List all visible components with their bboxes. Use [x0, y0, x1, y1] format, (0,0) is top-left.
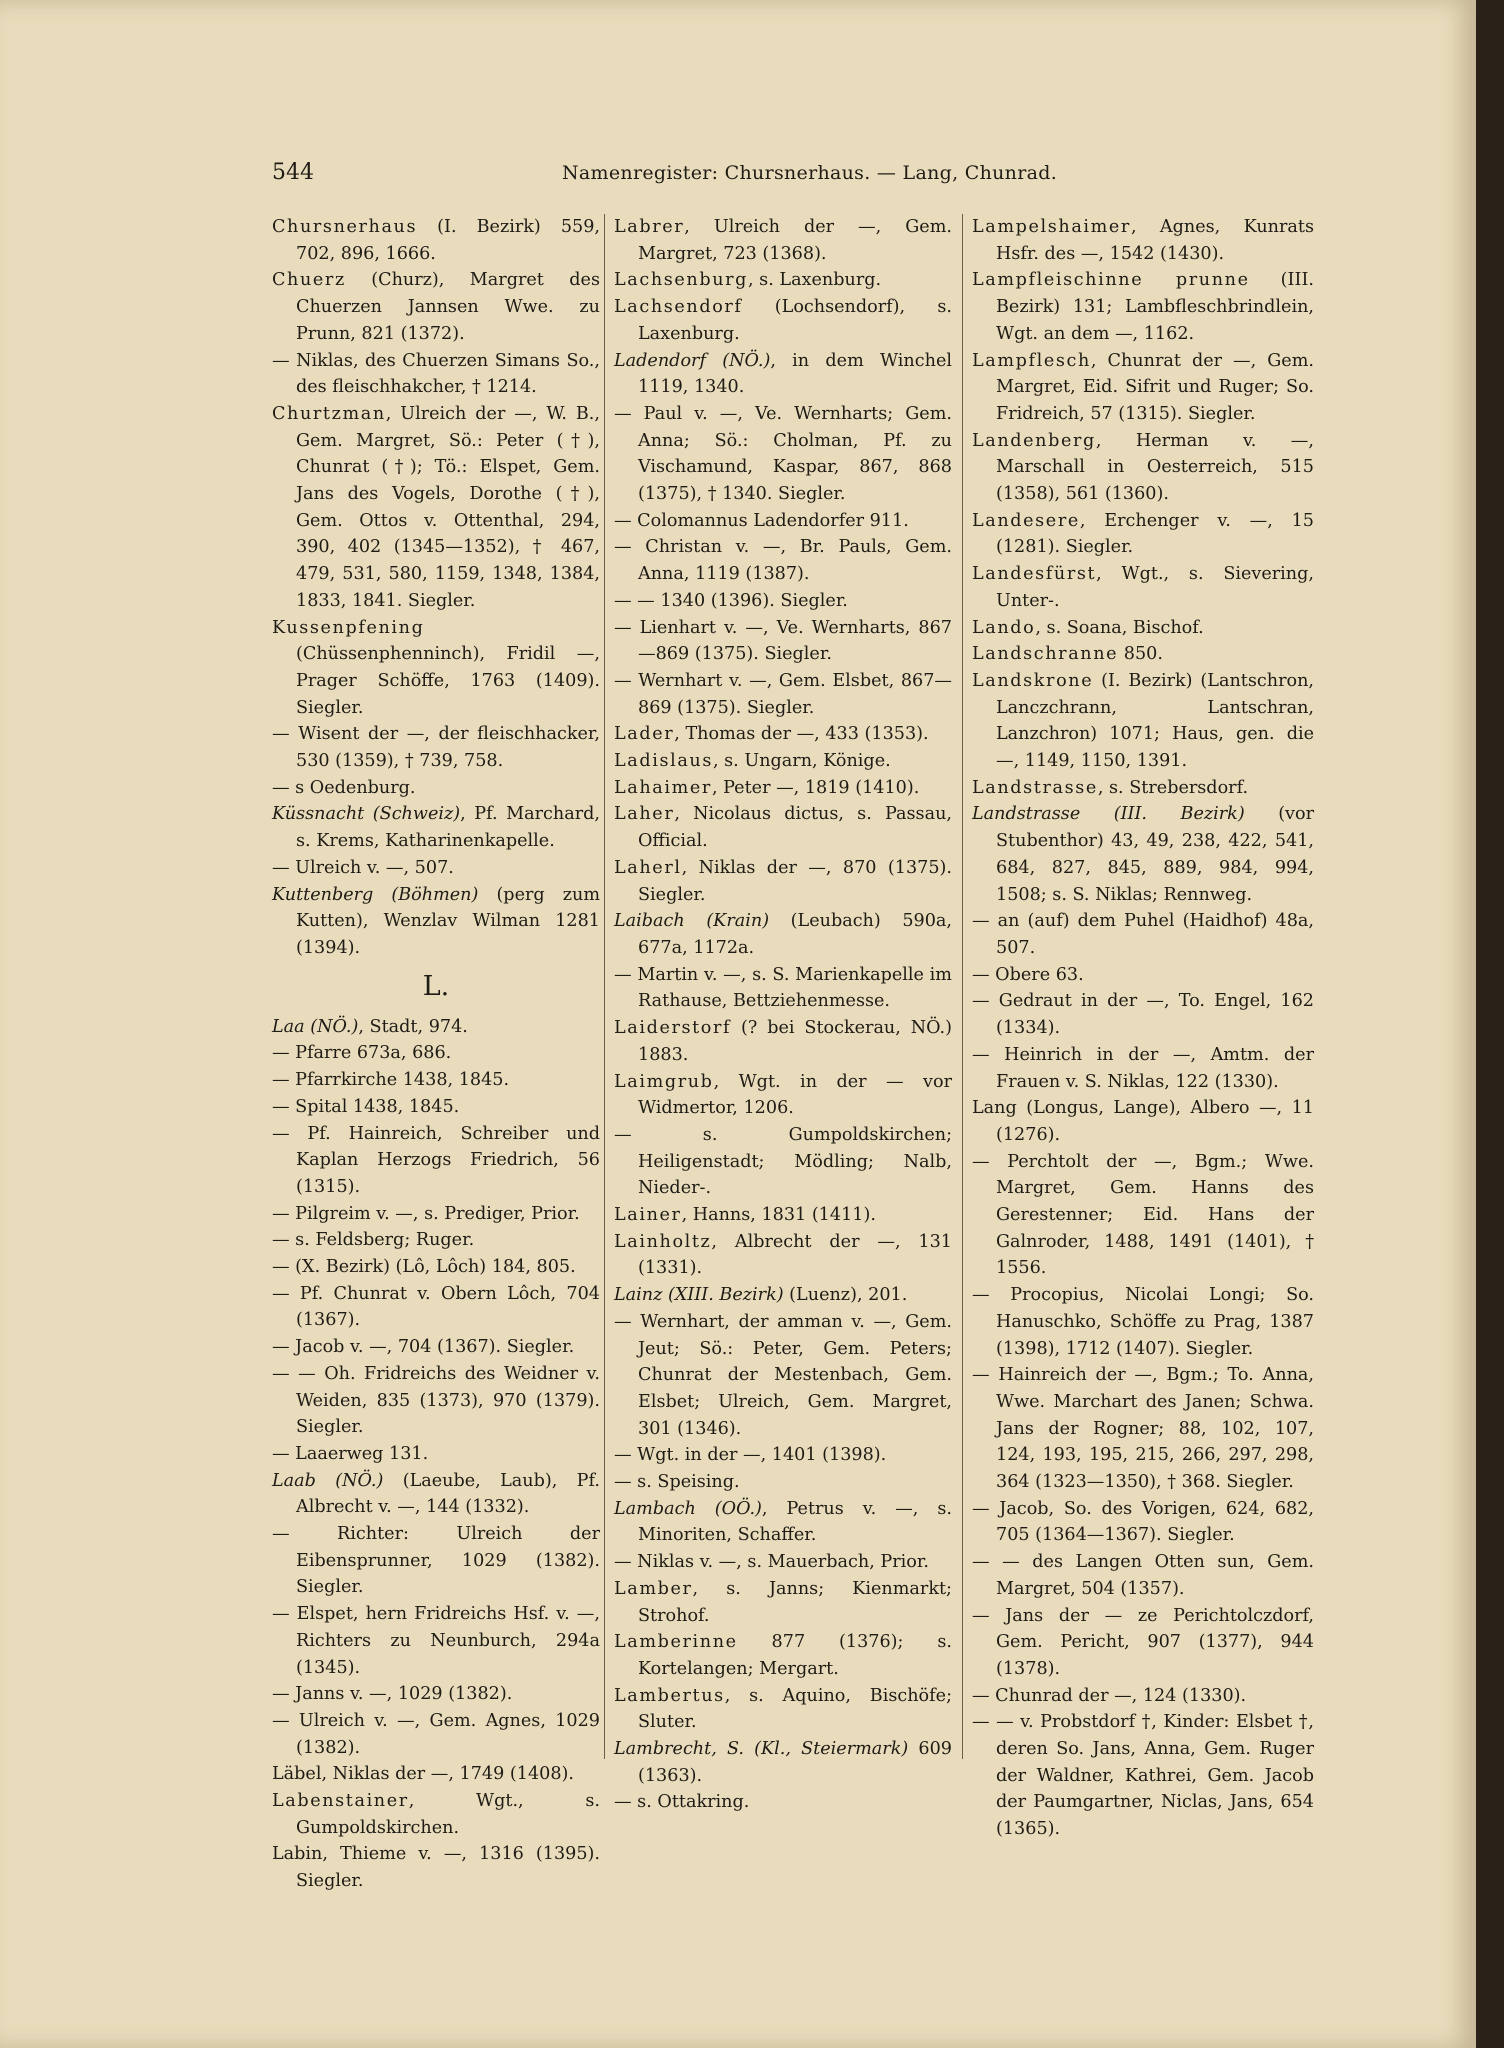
index-entry — [972, 214, 1314, 267]
entry-text: — s. Speising. — [614, 1472, 740, 1493]
index-entry — [972, 1149, 1314, 1283]
entry-text: , Ulreich der —, Gem. Margret, 723 (1368). — [638, 217, 952, 264]
entry-text: — Lienhart v. —, Ve. Wernharts, 867—869 (1375). Siegler. — [614, 617, 952, 665]
entry-text: , Wgt., s. Sievering, Unter-. — [996, 564, 1314, 611]
entry-text: — — v. Probstdorf †, Kinder: Elsbet †, deren So. Jans, Anna, Gem. Ruger der Waldner, Kathrei, Gem. Jacob der Paumgartner, Niclas, Jans, 654 (1365). — [972, 1712, 1314, 1840]
index-entry — [614, 1469, 952, 1496]
entry-headword: Landstrasse — [972, 777, 1098, 798]
entry-text: — Jans der — ze Perichtolczdorf, Gem. Pericht, 907 (1377), 944 (1378). — [972, 1605, 1314, 1679]
entry-text: , Niklas der —, 870 (1375). Siegler. — [638, 857, 952, 905]
index-entry — [272, 775, 600, 802]
index-entry — [614, 534, 952, 587]
entry-text: , Hanns, 1831 (1411). — [681, 1205, 876, 1226]
index-entry — [272, 1681, 600, 1708]
index-entry — [972, 348, 1314, 428]
entry-headword: Landschranne — [972, 644, 1119, 665]
index-entry — [272, 267, 600, 347]
entry-headword: Küssnacht (Schweiz) — [272, 804, 461, 825]
entry-headword: Lang — [972, 1098, 1017, 1119]
index-entry — [272, 1067, 600, 1094]
entry-text: — Perchtolt der —, Bgm.; Wwe. Margret, Gem. Hanns des Gerestenner; Eid. Hans der Galnroder, 1488, 1491 (1401), † 1556. — [972, 1151, 1314, 1279]
entry-headword: Laher — [614, 804, 675, 825]
entry-text: — Hainreich der —, Bgm.; To. Anna, Wwe. Marchart des Janen; Schwa. Jans der Rogner; 88, 102, 107, 124, 193, 195, 215, 266, 297, 298, 364 (1323—1350), † 368. Siegler. — [972, 1365, 1314, 1493]
entry-headword: Lahaimer — [614, 777, 712, 798]
entry-text: , Stadt, 974. — [358, 1016, 468, 1037]
index-entry — [614, 775, 952, 802]
entry-headword: Lampfleischinne prunne — [972, 270, 1250, 291]
index-entry — [972, 1095, 1314, 1148]
entry-headword: Ladislaus — [614, 751, 713, 772]
entry-text: — Christan v. —, Br. Pauls, Gem. Anna, 1119 (1387). — [614, 537, 952, 585]
entry-text: — Jacob v. —, 704 (1367). Siegler. — [272, 1337, 575, 1358]
index-entry — [972, 988, 1314, 1041]
entry-text: (Lochsendorf), s. Laxenburg. — [638, 297, 952, 344]
index-entry — [614, 1069, 952, 1122]
entry-text: , Erchenger v. —, 15 (1281). Siegler. — [996, 510, 1314, 558]
index-column-2 — [614, 214, 952, 1816]
entry-text: — Pf. Chunrat v. Obern Lôch, 704 (1367). — [272, 1283, 600, 1331]
entry-headword: Landesere — [972, 510, 1080, 531]
entry-headword: Chuerz — [272, 270, 346, 291]
index-entry — [272, 1361, 600, 1441]
entry-text: 850. — [1118, 644, 1163, 665]
entry-headword: Lachsenburg — [614, 270, 748, 291]
index-entry — [614, 908, 952, 961]
index-entry — [614, 1576, 952, 1629]
entry-text: — Gedraut in der —, To. Engel, 162 (1334). — [972, 991, 1314, 1039]
entry-text: , Ulreich der —, W. B., Gem. Margret, Sö.: Peter (†), Chunrat (†); Tö.: Elspet, Gem. Jans des Vogels, Dorothe (†), Gem. Ottos v. Ottenthal, 294, 390, 402 (1345—1352), † 467, 479, 531, 580, 1159, 1348, 1384, 1833, 1841. Siegler. — [296, 403, 600, 611]
index-entry — [614, 748, 952, 775]
entry-text: — Niklas v. —, s. Mauerbach, Prior. — [614, 1552, 929, 1573]
entry-text: (Laeube, Laub), Pf. Albrecht v. —, 144 (1332). — [296, 1470, 600, 1518]
entry-text: , Petrus v. —, s. Minoriten, Schaffer. — [638, 1498, 952, 1546]
entry-headword: Labenstainer — [272, 1791, 409, 1812]
index-entry — [614, 1789, 952, 1816]
entry-text: (Chüssenphenninch), Fridil —, Prager Schöffe, 1763 (1409). Siegler. — [296, 644, 600, 718]
entry-text: , Nicolaus dictus, s. Passau, Official. — [638, 804, 952, 852]
entry-headword: Labin — [272, 1844, 323, 1865]
entry-text: — — 1340 (1396). Siegler. — [614, 590, 848, 611]
column-divider — [962, 214, 963, 1759]
index-entry — [972, 641, 1314, 668]
index-entry — [972, 775, 1314, 802]
index-entry — [614, 615, 952, 668]
entry-headword: Lamber — [614, 1578, 693, 1599]
entry-headword: Läbel — [272, 1764, 322, 1785]
entry-text: — Obere 63. — [972, 964, 1084, 985]
index-entry — [272, 1708, 600, 1761]
index-entry — [614, 1229, 952, 1282]
index-entry — [614, 267, 952, 294]
index-entry — [614, 1442, 952, 1469]
index-column-1 — [272, 214, 600, 1895]
entry-text: (vor Stubenthor) 43, 49, 238, 422, 541, 684, 827, 845, 889, 984, 994, 1508; s. S. Niklas; Rennweg. — [996, 804, 1314, 905]
column-divider — [604, 214, 605, 1759]
entry-text: — Wisent der —, der fleischhacker, 530 (1359), † 739, 758. — [272, 724, 600, 772]
entry-text: — Elspet, hern Fridreichs Hsf. v. —, Richters zu Neunburch, 294a (1345). — [272, 1604, 600, 1678]
entry-text: — Pfarre 673a, 686. — [272, 1043, 452, 1064]
entry-text: , s. Soana, Bischof. — [1035, 617, 1204, 638]
index-entry — [272, 1227, 600, 1254]
index-entry — [972, 908, 1314, 961]
entry-text: (Leubach) 590a, 677a, 1172a. — [638, 911, 952, 958]
entry-headword: Lambrecht, S. (Kl., Steiermark) — [614, 1739, 909, 1760]
index-entry — [972, 1683, 1314, 1710]
entry-headword: Laherl — [614, 857, 682, 878]
entry-headword: Chursnerhaus — [272, 217, 418, 237]
entry-headword: Churtzman — [272, 403, 386, 424]
index-entry — [614, 721, 952, 748]
entry-text: — Jacob, So. des Vorigen, 624, 682, 705 (1364—1367). Siegler. — [972, 1498, 1314, 1546]
scan-edge — [1476, 0, 1504, 2048]
entry-headword: Landstrasse (III. Bezirk) — [972, 804, 1245, 825]
index-entry — [272, 882, 600, 962]
entry-headword: Lampflesch — [972, 350, 1091, 371]
index-entry — [272, 1121, 600, 1201]
index-entry — [614, 1015, 952, 1068]
index-entry — [972, 1042, 1314, 1095]
entry-text: — Wgt. in der —, 1401 (1398). — [614, 1445, 887, 1466]
index-entry — [272, 1601, 600, 1681]
entry-headword: Kussenpfening — [272, 617, 425, 638]
index-entry — [272, 801, 600, 854]
entry-headword: Lando — [972, 617, 1036, 638]
entry-headword: Landesfürst — [972, 564, 1097, 585]
index-entry — [272, 1094, 600, 1121]
entry-text: (Luenz), 201. — [783, 1285, 908, 1306]
entry-text: — — des Langen Otten sun, Gem. Margret, 504 (1357). — [972, 1552, 1314, 1599]
entry-text: — s Oedenburg. — [272, 777, 416, 798]
entry-text: — Pilgreim v. —, s. Prediger, Prior. — [272, 1203, 580, 1224]
index-entry — [972, 428, 1314, 508]
entry-text: — Spital 1438, 1845. — [272, 1096, 460, 1117]
entry-text: , Agnes, Kunrats Hsfr. des —, 1542 (1430). — [996, 217, 1314, 264]
entry-text: , s. Laxenburg. — [748, 270, 882, 291]
entry-text: , Thieme v. —, 1316 (1395). Siegler. — [296, 1844, 600, 1892]
entry-text: — s. Feldsberg; Ruger. — [272, 1230, 475, 1251]
index-entry — [614, 1309, 952, 1443]
entry-headword: Lampelshaimer — [972, 217, 1131, 237]
entry-text: — Ulreich v. —, 507. — [272, 857, 454, 878]
index-entry — [272, 1788, 600, 1841]
entry-headword: Ladendorf (NÖ.) — [614, 350, 771, 371]
index-entry — [272, 1201, 600, 1228]
entry-text: — Richter: Ulreich der Eibensprunner, 1029 (1382). Siegler. — [272, 1524, 600, 1598]
entry-text: — Wernhart v. —, Gem. Elsbet, 867—869 (1375). Siegler. — [614, 670, 952, 718]
index-entry — [614, 1549, 952, 1576]
entry-headword: Lambertus — [614, 1685, 725, 1706]
index-entry — [614, 508, 952, 535]
entry-headword: Laimgrub — [614, 1071, 714, 1092]
index-entry — [972, 1709, 1314, 1843]
index-entry — [614, 1282, 952, 1309]
running-title: Namenregister: Chursnerhaus. — Lang, Chunrad. — [562, 162, 1058, 184]
entry-text: — s. Ottakring. — [614, 1792, 750, 1813]
index-entry — [972, 615, 1314, 642]
entry-headword: Lainz (XIII. Bezirk) — [614, 1285, 784, 1306]
entry-headword: Lamberinne — [614, 1632, 738, 1653]
entry-text: , s. Strebersdorf. — [1097, 777, 1249, 798]
index-entry — [272, 1521, 600, 1601]
index-entry — [272, 348, 600, 401]
index-entry — [972, 668, 1314, 775]
entry-text: , Wgt., s. Gumpoldskirchen. — [296, 1791, 600, 1838]
entry-text: — — Oh. Fridreichs des Weidner v. Weiden, 835 (1373), 970 (1379). Siegler. — [272, 1363, 600, 1438]
entry-text: — (X. Bezirk) (Lô, Lôch) 184, 805. — [272, 1257, 576, 1278]
entry-headword: Labrer — [614, 217, 685, 237]
entry-text: 877 (1376); s. Kortelangen; Mergart. — [638, 1632, 952, 1679]
index-entry — [614, 1202, 952, 1229]
entry-text: (I. Bezirk) (Lantschron, Lanczchrann, Lantschran, Lanzchron) 1071; Haus, gen. die —, 1149, 1150, 1391. — [996, 670, 1314, 772]
index-entry — [972, 962, 1314, 989]
entry-text: — s. Gumpoldskirchen; Heiligenstadt; Mödling; Nalb, Nieder-. — [614, 1124, 952, 1199]
entry-headword: Lambach (OÖ.) — [614, 1498, 762, 1519]
entry-headword: Laibach (Krain) — [614, 911, 770, 932]
index-entry — [972, 1282, 1314, 1362]
index-entry — [614, 1496, 952, 1549]
entry-headword: Lader — [614, 724, 675, 745]
entry-text: — Paul v. —, Ve. Wernharts; Gem. Anna; Sö.: Cholman, Pf. zu Vischamund, Kaspar, 867, 868 (1375), † 1340. Siegler. — [614, 403, 952, 505]
index-entry — [972, 1549, 1314, 1602]
index-column-3 — [972, 214, 1314, 1843]
entry-text: , Thomas der —, 433 (1353). — [674, 724, 929, 745]
index-entry — [614, 1122, 952, 1202]
index-entry — [272, 1468, 600, 1521]
entry-text: — Martin v. —, s. S. Marienkapelle im Rathause, Bettziehenmesse. — [614, 964, 952, 1012]
entry-text: (I. Bezirk) 559, 702, 896, 1666. — [296, 217, 600, 264]
entry-text: 609 (1363). — [638, 1739, 952, 1786]
entry-text: , in dem Winchel 1119, 1340. — [638, 350, 952, 398]
index-entry — [972, 1362, 1314, 1496]
entry-text: , s. Aquino, Bischöfe; Sluter. — [638, 1685, 952, 1733]
index-entry — [614, 294, 952, 347]
index-entry — [972, 561, 1314, 614]
index-entry — [272, 1014, 600, 1041]
index-entry — [272, 1761, 600, 1788]
index-entry — [272, 1334, 600, 1361]
index-entry — [272, 855, 600, 882]
entry-text: (perg zum Kutten), Wenzlav Wilman 1281 (1394). — [296, 884, 600, 958]
index-entry — [614, 801, 952, 854]
page-number: 544 — [272, 160, 314, 185]
page-header — [272, 160, 1272, 190]
index-entry — [272, 615, 600, 722]
section-letter: L. — [422, 970, 450, 1002]
entry-text: — Colomannus Ladendorfer 911. — [614, 510, 909, 531]
entry-text: — Heinrich in der —, Amtm. der Frauen v. S. Niklas, 122 (1330). — [972, 1044, 1314, 1092]
entry-text: — Chunrad der —, 124 (1330). — [972, 1685, 1247, 1706]
entry-headword: Lainholtz — [614, 1231, 712, 1252]
entry-text: — Wernhart, der amman v. —, Gem. Jeut; Sö.: Peter, Gem. Peters; Chunrat der Mestenbach, Gem. Elsbet; Ulreich, Gem. Margret, 301 (1346). — [614, 1311, 952, 1439]
index-entry — [272, 1254, 600, 1281]
index-entry — [972, 1496, 1314, 1549]
index-entry — [272, 1441, 600, 1468]
index-entry — [972, 508, 1314, 561]
entry-text: (III. Bezirk) 131; Lambfleschbrindlein, Wgt. an dem —, 1162. — [996, 270, 1314, 344]
index-entry — [272, 214, 600, 267]
entry-text: (Churz), Margret des Chuerzen Jannsen Wwe. zu Prunn, 821 (1372). — [296, 270, 600, 344]
entry-text: (Longus, Lange), Albero —, 11 (1276). — [996, 1098, 1314, 1145]
index-entry — [272, 1841, 600, 1894]
entry-headword: Landenberg — [972, 430, 1096, 451]
entry-headword: Laiderstorf — [614, 1018, 732, 1039]
index-entry — [614, 962, 952, 1015]
entry-text: — Procopius, Nicolai Longi; So. Hanuschko, Schöffe zu Prag, 1387 (1398), 1712 (1407). Siegler. — [972, 1285, 1314, 1359]
index-entry — [272, 1040, 600, 1067]
entry-headword: Lachsendorf — [614, 297, 743, 318]
entry-text: , s. Janns; Kienmarkt; Strohof. — [638, 1578, 952, 1626]
index-entry — [614, 401, 952, 508]
entry-text: , Peter —, 1819 (1410). — [711, 777, 920, 798]
entry-text: — Ulreich v. —, Gem. Agnes, 1029 (1382). — [272, 1710, 600, 1758]
entry-text: — an (auf) dem Puhel (Haidhof) 48a, 507. — [972, 911, 1314, 958]
index-entry — [272, 721, 600, 774]
index-entry — [614, 855, 952, 908]
entry-text: (? bei Stockerau, NÖ.) 1883. — [638, 1018, 952, 1065]
entry-text: — Pfarrkirche 1438, 1845. — [272, 1070, 510, 1091]
index-entry — [614, 668, 952, 721]
entry-headword: Laa (NÖ.) — [272, 1016, 359, 1037]
index-entry — [614, 1629, 952, 1682]
entry-text: , Chunrat der —, Gem. Margret, Eid. Sifrit und Ruger; So. Fridreich, 57 (1315). Siegler. — [996, 350, 1314, 424]
entry-headword: Lainer — [614, 1205, 682, 1226]
entry-text: — Niklas, des Chuerzen Simans So., des fleischhakcher, † 1214. — [272, 350, 600, 398]
index-entry — [972, 801, 1314, 908]
entry-text: , Wgt. in der — vor Widmertor, 1206. — [638, 1071, 952, 1119]
entry-text: , Albrecht der —, 131 (1331). — [638, 1231, 952, 1279]
index-entry — [272, 401, 600, 615]
index-entry — [272, 1281, 600, 1334]
entry-text: , s. Ungarn, Könige. — [712, 751, 891, 772]
index-entry — [614, 588, 952, 615]
index-entry — [614, 214, 952, 267]
entry-headword: Laab (NÖ.) — [272, 1470, 384, 1491]
entry-text: — Janns v. —, 1029 (1382). — [272, 1684, 513, 1705]
entry-text: — Laaerweg 131. — [272, 1443, 429, 1464]
index-entry — [614, 1736, 952, 1789]
entry-text: — Pf. Hainreich, Schreiber und Kaplan Herzogs Friedrich, 56 (1315). — [272, 1123, 600, 1197]
entry-text: , Pf. Marchard, s. Krems, Katharinenkapelle. — [296, 804, 600, 852]
entry-text: , Niklas der —, 1749 (1408). — [321, 1764, 575, 1785]
index-entry — [972, 1603, 1314, 1683]
entry-headword: Landskrone — [972, 670, 1094, 691]
index-entry — [972, 267, 1314, 347]
entry-text: , Herman v. —, Marschall in Oesterreich, 515 (1358), 561 (1360). — [996, 430, 1314, 505]
index-entry — [614, 348, 952, 401]
entry-headword: Kuttenberg (Böhmen) — [272, 884, 479, 905]
index-entry — [614, 1683, 952, 1736]
